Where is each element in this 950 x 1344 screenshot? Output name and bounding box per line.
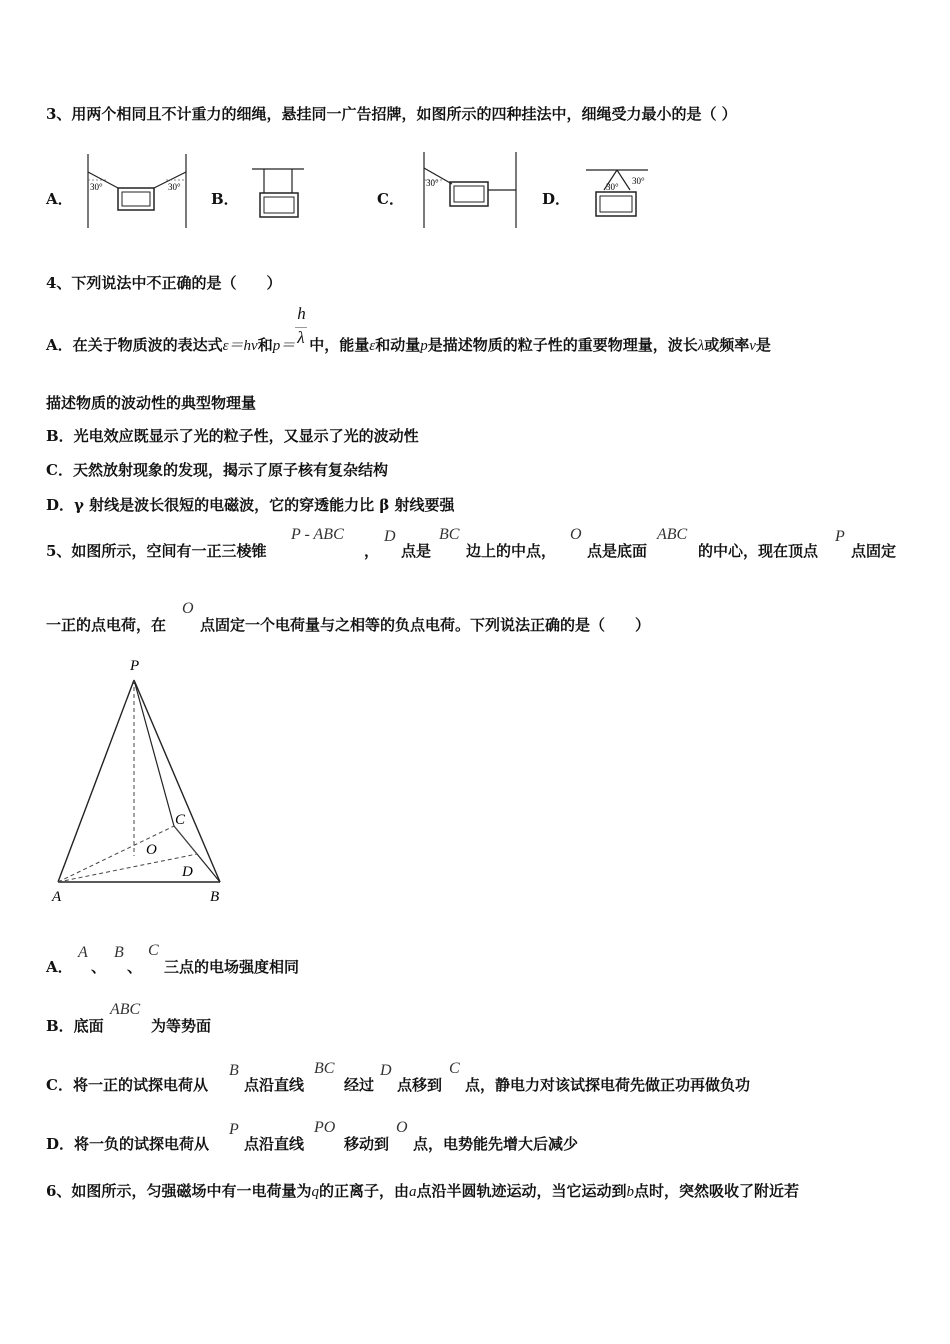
q4-a-formula-momentum: p＝ bbox=[272, 338, 296, 354]
q3-option-d-label: D． bbox=[542, 190, 571, 208]
q4-a-p: p bbox=[420, 338, 428, 354]
q5-stem-text-1: 5、如图所示，空间有一正三棱锥 bbox=[46, 542, 267, 560]
q5-stem-text-7: 一正的点电荷，在 bbox=[46, 616, 167, 634]
q5-math-o: O bbox=[570, 526, 582, 543]
q6-text-2: 的正离子，由 bbox=[318, 1182, 409, 1200]
q5-stem-text-4: 点是底面 bbox=[587, 542, 648, 560]
q5-c-text-5: 点，静电力对该试探电荷先做正功再做负功 bbox=[465, 1076, 751, 1094]
q5-math-o-2: O bbox=[182, 600, 194, 617]
q5-b-math-abc: ABC bbox=[110, 1001, 141, 1018]
q5-a-math-a: A bbox=[78, 944, 88, 961]
q5-stem-text-6: 点固定 bbox=[851, 542, 897, 560]
q5-d-math-po: PO bbox=[314, 1119, 336, 1136]
q5-a-math-c: C bbox=[148, 942, 159, 959]
q4-a-fraction-denominator: λ bbox=[297, 328, 305, 347]
q3-a-angle-right: 30° bbox=[168, 182, 181, 192]
q6-math-q: q bbox=[311, 1184, 319, 1200]
q4-option-d: D．γ 射线是波长很短的电磁波，它的穿透能力比 β 射线要强 bbox=[46, 496, 455, 514]
q6-math-a: a bbox=[408, 1184, 417, 1200]
q5-pyramid-figure bbox=[44, 650, 244, 910]
q4-a-text-6: 是 bbox=[755, 336, 771, 354]
q5-option-a-label: A． bbox=[46, 958, 73, 976]
q5-math-d: D bbox=[384, 528, 396, 545]
q5-a-sep-2: 、 bbox=[127, 958, 143, 976]
q5-c-math-d: D bbox=[380, 1062, 392, 1079]
q5-c-math-b: B bbox=[229, 1062, 239, 1079]
q6-stem bbox=[46, 1180, 799, 1201]
q5-stem-text-5: 的中心，现在顶点 bbox=[698, 542, 819, 560]
q4-a-nu: ν bbox=[749, 338, 756, 354]
q3-figure-a bbox=[82, 150, 192, 230]
q5-a-text: 三点的电场强度相同 bbox=[164, 958, 300, 976]
q4-a-fraction-numerator: h bbox=[297, 304, 306, 323]
q6-math-b: b bbox=[626, 1184, 634, 1200]
q4-a-text-1: A．在关于物质波的表达式 bbox=[46, 336, 223, 354]
q4-a-fraction bbox=[295, 304, 309, 350]
q5-fig-label-a: A bbox=[52, 889, 62, 905]
q5-math-pabc: P - ABC bbox=[291, 526, 344, 543]
q4-a-text-2: 中，能量 bbox=[309, 336, 370, 354]
q4-a-text-4: 是描述物质的粒子性的重要物理量，波长 bbox=[427, 336, 698, 354]
q5-fig-label-b: B bbox=[210, 889, 220, 905]
q5-math-p: P bbox=[835, 528, 845, 545]
q5-c-text-4: 点移到 bbox=[397, 1076, 443, 1094]
q5-math-bc: BC bbox=[439, 526, 460, 543]
q5-math-abc: ABC bbox=[657, 526, 688, 543]
q5-fig-label-o: O bbox=[146, 842, 157, 858]
q6-text-1: 6、如图所示，匀强磁场中有一电荷量为 bbox=[46, 1182, 312, 1200]
q6-text-3: 点沿半圆轨迹运动，当它运动到 bbox=[416, 1182, 627, 1200]
q6-text-4: 点时，突然吸收了附近若 bbox=[633, 1182, 799, 1200]
q4-a-formula-energy: ε＝hν bbox=[222, 338, 258, 354]
q5-c-text-3: 经过 bbox=[344, 1076, 375, 1094]
q5-stem-text-3: 边上的中点， bbox=[466, 542, 557, 560]
q3-stem: 3、用两个相同且不计重力的细绳，悬挂同一广告招牌，如图所示的四种挂法中，细绳受力最小的是（ ） bbox=[46, 105, 737, 123]
q4-a-epsilon: ε bbox=[369, 338, 376, 354]
q5-d-math-o: O bbox=[396, 1119, 408, 1136]
q5-c-math-bc: BC bbox=[314, 1060, 335, 1077]
q3-d-angle-left: 30° bbox=[606, 182, 619, 192]
q3-figure-d bbox=[582, 162, 652, 224]
q4-option-c: C．天然放射现象的发现，揭示了原子核有复杂结构 bbox=[46, 461, 388, 479]
q5-a-sep-1: 、 bbox=[91, 958, 107, 976]
q3-c-angle: 30° bbox=[426, 178, 439, 188]
q4-a-lambda: λ bbox=[697, 338, 705, 354]
q5-c-text-1: C．将一正的试探电荷从 bbox=[46, 1076, 208, 1094]
q5-fig-label-d: D bbox=[182, 864, 193, 880]
q4-option-b: B．光电效应既显示了光的粒子性，又显示了光的波动性 bbox=[46, 427, 419, 445]
q3-option-b-label: B． bbox=[211, 190, 239, 208]
q3-option-a-label: A． bbox=[46, 190, 73, 208]
q4-a-text-5: 或频率 bbox=[704, 336, 750, 354]
q5-option-b-label: B．底面 bbox=[46, 1017, 104, 1035]
q3-a-angle-left: 30° bbox=[90, 182, 103, 192]
q5-comma: ， bbox=[364, 542, 380, 560]
q3-d-angle-right: 30° bbox=[632, 176, 645, 186]
q5-a-math-b: B bbox=[114, 944, 124, 961]
q5-fig-label-c: C bbox=[175, 812, 186, 828]
q3-figure-b bbox=[248, 165, 308, 225]
q4-a-and: 和 bbox=[257, 336, 273, 354]
q4-stem: 4、下列说法中不正确的是（ ） bbox=[46, 274, 282, 292]
q5-c-math-c: C bbox=[449, 1060, 460, 1077]
q5-stem-text-8: 点固定一个电荷量与之相等的负点电荷。下列说法正确的是（ ） bbox=[200, 616, 651, 634]
q5-stem-text-2: 点是 bbox=[401, 542, 432, 560]
q3-option-c-label: C． bbox=[377, 190, 404, 208]
q5-d-text-1: D．将一负的试探电荷从 bbox=[46, 1135, 210, 1153]
q5-stem-line-1 bbox=[46, 540, 266, 561]
q5-c-text-2: 点沿直线 bbox=[244, 1076, 305, 1094]
q4-option-a bbox=[46, 304, 771, 355]
q4-a-text-3: 和动量 bbox=[375, 336, 421, 354]
q5-d-text-2: 点沿直线 bbox=[244, 1135, 305, 1153]
q5-d-text-4: 点，电势能先增大后减少 bbox=[413, 1135, 579, 1153]
q5-d-math-p: P bbox=[229, 1121, 239, 1138]
q4-option-a-continued: 描述物质的波动性的典型物理量 bbox=[46, 394, 257, 412]
q5-b-text: 为等势面 bbox=[151, 1017, 212, 1035]
q5-fig-label-p: P bbox=[130, 658, 140, 674]
q5-d-text-3: 移动到 bbox=[344, 1135, 390, 1153]
q3-figure-c bbox=[418, 150, 523, 230]
